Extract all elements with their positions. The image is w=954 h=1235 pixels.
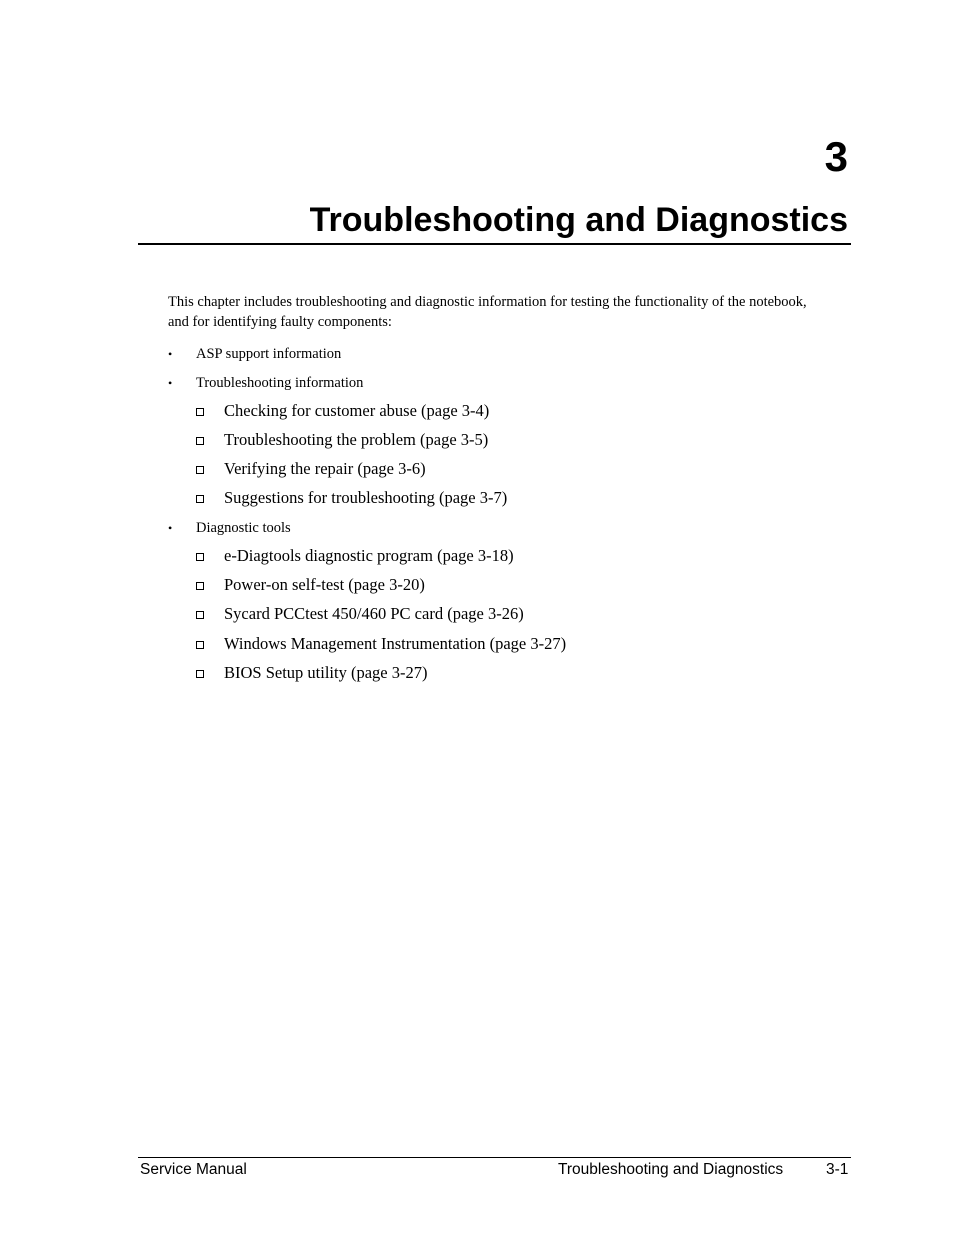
list-item-label: ASP support information: [196, 346, 342, 362]
checkbox-square-icon: [196, 408, 204, 416]
checkbox-square-icon: [196, 553, 204, 561]
sub-item-label: Verifying the repair (page 3-6): [224, 459, 426, 478]
sub-item-suggestions: [196, 488, 507, 509]
checkbox-square-icon: [196, 437, 204, 445]
footer-manual-name: Service Manual: [140, 1161, 247, 1178]
bullet-icon: •: [168, 346, 173, 361]
footer-divider: [138, 1157, 851, 1158]
intro-paragraph: This chapter includes troubleshooting and diagnostic information for testing the functionality of the notebook, and for identifying faulty components:: [168, 294, 807, 330]
bullet-icon: •: [168, 375, 173, 390]
sub-item-verifying-repair: [196, 459, 426, 480]
list-item-asp-support: [168, 345, 341, 364]
list-item-diagnostic-tools: [168, 519, 291, 538]
sub-item-bios-setup: [196, 663, 427, 684]
checkbox-square-icon: [196, 495, 204, 503]
checkbox-square-icon: [196, 582, 204, 590]
chapter-number: 3: [824, 133, 848, 180]
sub-item-wmi: [196, 634, 566, 655]
bullet-icon: •: [168, 520, 173, 535]
checkbox-square-icon: [196, 670, 204, 678]
sub-item-label: Troubleshooting the problem (page 3-5): [224, 430, 489, 449]
checkbox-square-icon: [196, 641, 204, 649]
checkbox-square-icon: [196, 611, 204, 619]
checkbox-square-icon: [196, 466, 204, 474]
sub-item-label: Suggestions for troubleshooting (page 3-7): [224, 488, 508, 507]
sub-item-post: [196, 575, 425, 596]
sub-item-e-diagtools: [196, 546, 514, 567]
chapter-title: Troubleshooting and Diagnostics: [309, 201, 848, 239]
list-item-label: Troubleshooting information: [196, 375, 364, 391]
sub-item-label: BIOS Setup utility (page 3-27): [224, 663, 428, 682]
footer-page-number: 3-1: [826, 1161, 849, 1178]
sub-item-label: Power-on self-test (page 3-20): [224, 575, 425, 594]
sub-item-label: Sycard PCCtest 450/460 PC card (page 3-26): [224, 604, 524, 623]
list-item-label: Diagnostic tools: [196, 520, 291, 536]
sub-item-sycard: [196, 604, 524, 625]
sub-item-troubleshooting-problem: [196, 430, 488, 451]
title-divider: [138, 243, 851, 245]
sub-item-label: e-Diagtools diagnostic program (page 3-18): [224, 546, 514, 565]
sub-item-customer-abuse: [196, 401, 489, 422]
footer-chapter-name: Troubleshooting and Diagnostics: [558, 1161, 784, 1178]
sub-item-label: Checking for customer abuse (page 3-4): [224, 401, 490, 420]
list-item-troubleshooting-information: [168, 374, 363, 393]
sub-item-label: Windows Management Instrumentation (page 3-27): [224, 634, 567, 653]
